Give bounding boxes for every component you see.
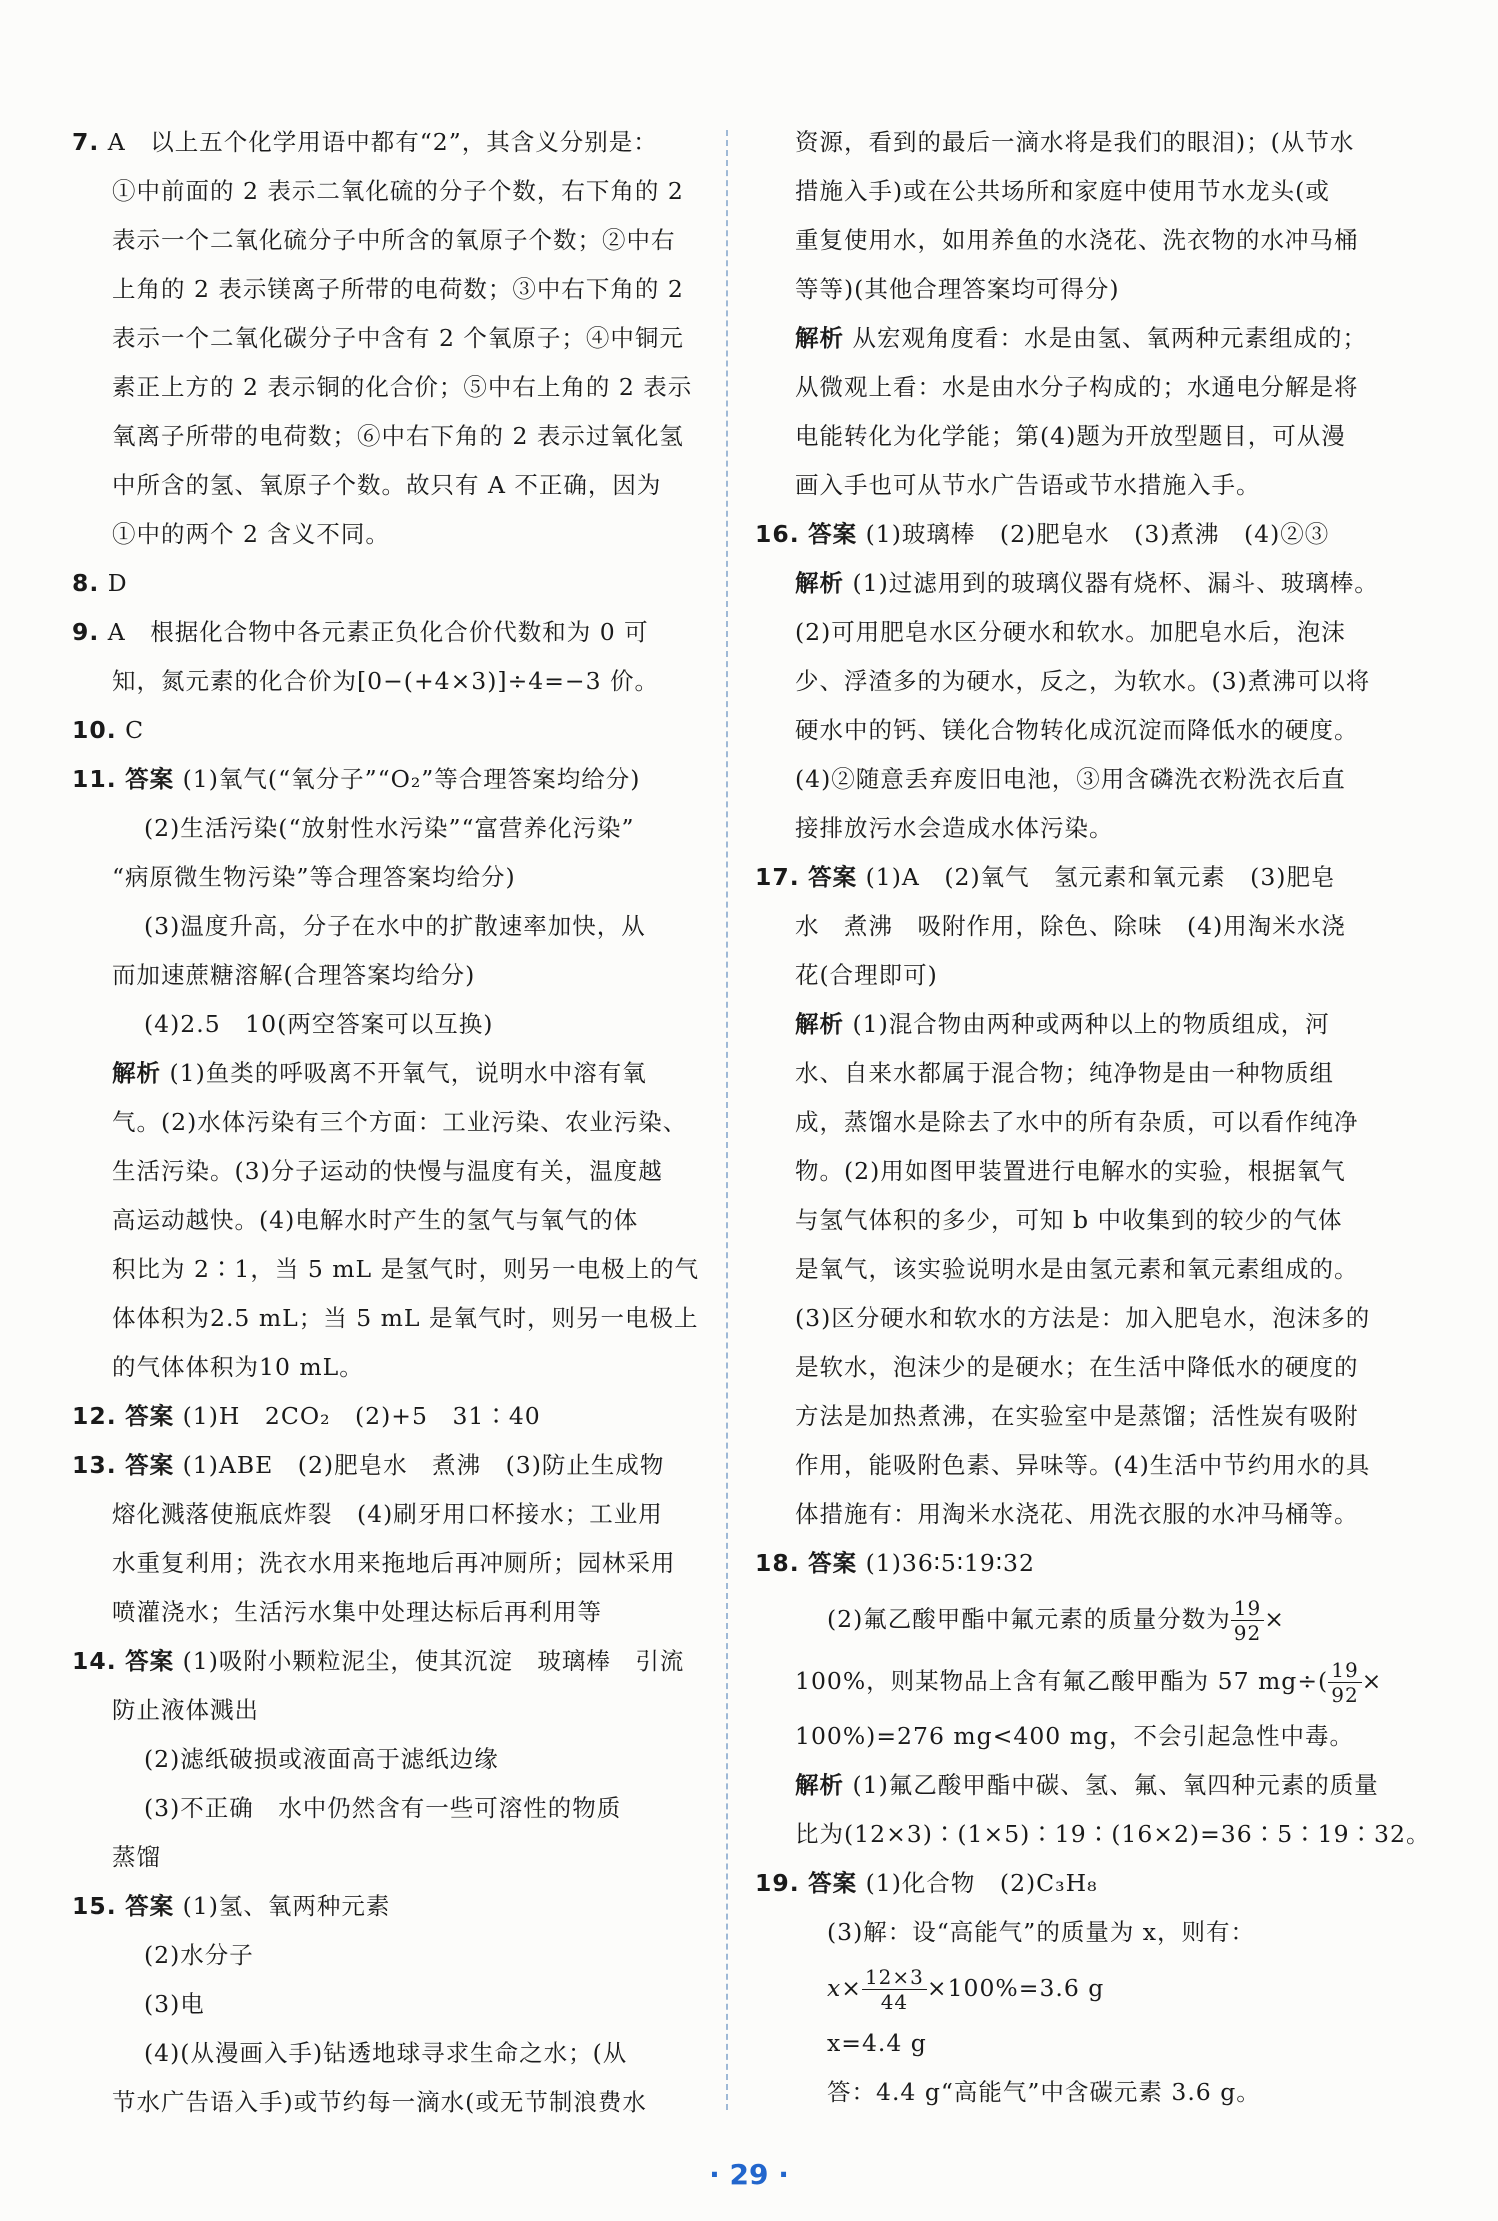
text-line [755,1490,1375,1539]
equation-text: x× [827,1974,862,2002]
text-line [755,853,1375,902]
line-text: (2)滤纸破损或液面高于滤纸边缘 [144,1745,499,1773]
text-line [755,1147,1375,1196]
text-line [755,1392,1375,1441]
text-line [72,804,712,853]
text-line [72,363,712,412]
text-line [72,951,712,1000]
q19-answer-3 [755,1908,1375,1957]
text-line [72,902,712,951]
text-line [72,1833,712,1882]
answer-text: (1)36∶5∶19∶32 [865,1549,1035,1577]
line-text: 的气体体积为10 mL。 [112,1353,364,1381]
answer-text: 答：4.4 g“高能气”中含碳元素 3.6 g。 [827,2078,1261,2106]
line-text: 表示一个二氧化硫分子中所含的氧原子个数；②中右 [112,226,676,254]
answer-tag: 答案 [808,1549,858,1577]
line-text: 是软水，泡沫少的是硬水；在生活中降低水的硬度的 [795,1353,1359,1381]
line-text: (4)(从漫画入手)钻透地球寻求生命之水；(从 [144,2039,628,2067]
q18-answer-line [755,1539,1375,1588]
line-text: (2)可用肥皂水区分硬水和软水。加肥皂水后，泡沫 [795,618,1346,646]
text-line [72,167,712,216]
line-text: 是氧气，该实验说明水是由氢元素和氧元素组成的。 [795,1255,1359,1283]
question-number: 19. [755,1869,800,1897]
answer-tag: 答案 [808,863,858,891]
line-text: 熔化溅落使瓶底炸裂 (4)刷牙用口杯接水；工业用 [112,1500,663,1528]
line-text: (1)ABE (2)肥皂水 煮沸 (3)防止生成物 [182,1451,665,1479]
q19-answer-line [755,1859,1375,1908]
line-text: (1)氢、氧两种元素 [182,1892,391,1920]
answer-tag: 答案 [125,1402,175,1430]
fraction [862,1965,927,2014]
text-line [72,1098,712,1147]
line-text: (1)混合物由两种或两种以上的物质组成，河 [852,1010,1330,1038]
line-text: 节水广告语入手)或节约每一滴水(或无节制浪费水 [112,2088,647,2116]
line-text: (2)生活污染(“放射性水污染”“富营养化污染” [144,814,635,842]
line-text: (1)吸附小颗粒泥尘，使其沉淀 玻璃棒 引流 [182,1647,685,1675]
line-text: 蒸馏 [112,1843,161,1871]
text-line [72,1049,712,1098]
text-line [72,314,712,363]
text-line [72,1686,712,1735]
text-line [755,510,1375,559]
line-text: 画入手也可从节水广告语或节水措施入手。 [795,471,1261,499]
line-text: 作用，能吸附色素、异味等。(4)生活中节约用水的具 [795,1451,1371,1479]
line-text: 方法是加热煮沸，在实验室中是蒸馏；活性炭有吸附 [795,1402,1359,1430]
question-number: 15. [72,1892,117,1920]
text-line [755,1000,1375,1049]
text-line [755,902,1375,951]
line-text: A 根据化合物中各元素正负化合价代数和为 0 可 [107,618,649,646]
answer-tag: 答案 [808,1869,858,1897]
text-line [72,1588,712,1637]
times-sign: × [1361,1667,1383,1695]
line-text: 硬水中的钙、镁化合物转化成沉淀而降低水的硬度。 [795,716,1359,744]
text-line [72,265,712,314]
text-line [72,1392,712,1441]
line-text: ①中前面的 2 表示二氧化硫的分子个数，右下角的 2 [112,177,684,205]
text-line [72,1000,712,1049]
text-line [755,1441,1375,1490]
question-number: 11. [72,765,117,793]
line-text: (1)鱼类的呼吸离不开氧气，说明水中溶有氧 [169,1059,647,1087]
line-text: 知，氮元素的化合价为[0−(+4×3)]÷4=−3 价。 [112,667,660,695]
line-text: (1)H 2CO₂ (2)+5 31∶40 [182,1402,541,1430]
q19-conclusion [755,2068,1375,2117]
denominator: 44 [880,1990,909,2014]
line-text: 防止液体溅出 [112,1696,259,1724]
q18-answer-2 [755,1588,1375,1650]
text-line [755,1245,1375,1294]
numerator: 12×3 [862,1965,927,1990]
line-text: 而加速蔗糖溶解(合理答案均给分) [112,961,476,989]
q18-analysis-1 [755,1761,1379,1810]
answer-tag: 答案 [125,765,175,793]
line-text: C [125,716,145,744]
line-text: ①中的两个 2 含义不同。 [112,520,390,548]
line-text: 高运动越快。(4)电解水时产生的氢气与氧气的体 [112,1206,639,1234]
q18-answer-2c [755,1712,1375,1761]
text-line [755,118,1375,167]
line-text: 接排放污水会造成水体污染。 [795,814,1114,842]
line-text: 表示一个二氧化碳分子中含有 2 个氧原子；④中铜元 [112,324,684,352]
answer-text: (3)解：设“高能气”的质量为 x，则有： [827,1918,1256,1946]
question-number: 17. [755,863,800,891]
line-text: 生活污染。(3)分子运动的快慢与温度有关，温度越 [112,1157,663,1185]
line-text: 中所含的氢、氧原子个数。故只有 A 不正确，因为 [112,471,662,499]
analysis-text: (1)氟乙酸甲酯中碳、氢、氟、氧四种元素的质量 [852,1771,1379,1799]
numerator: 19 [1328,1658,1361,1683]
equation-text: x=4.4 g [827,2029,927,2057]
answer-tag: 答案 [125,1892,175,1920]
fraction [1231,1596,1264,1645]
line-text: 措施入手)或在公共场所和家庭中使用节水龙头(或 [795,177,1330,205]
line-text: 素正上方的 2 表示铜的化合价；⑤中右上角的 2 表示 [112,373,693,401]
line-text: 成，蒸馏水是除去了水中的所有杂质，可以看作纯净 [795,1108,1359,1136]
right-lines [755,118,1379,1539]
text-line [755,216,1375,265]
text-line [72,608,712,657]
line-text: 花(合理即可) [795,961,938,989]
line-text: D [107,569,128,597]
answer-tag: 答案 [125,1451,175,1479]
line-text: 与氢气体积的多少，可知 b 中收集到的较少的气体 [795,1206,1343,1234]
text-line [72,1980,712,2029]
left-column [72,118,712,2127]
column-divider [726,130,728,2110]
text-line [755,1343,1375,1392]
numerator: 19 [1231,1596,1264,1621]
q18-answer-2b [755,1650,1383,1712]
line-text: (3)电 [144,1990,205,2018]
line-text: 从微观上看：水是由水分子构成的；水通电分解是将 [795,373,1359,401]
text-line [72,1539,712,1588]
text-line [72,1294,712,1343]
line-text: “病原微生物污染”等合理答案均给分) [112,863,516,891]
text-line [72,1441,712,1490]
question-number: 8. [72,569,100,597]
text-line [72,1147,712,1196]
text-line [72,1490,712,1539]
page-number: · 29 · [709,2158,789,2191]
text-line [755,412,1375,461]
answer-text: 100%，则某物品上含有氟乙酸甲酯为 57 mg÷( [795,1667,1329,1695]
line-text: 少、浮渣多的为硬水，反之，为软水。(3)煮沸可以将 [795,667,1371,695]
text-line [72,412,712,461]
text-line [72,510,712,559]
text-line [755,1196,1375,1245]
line-text: 积比为 2∶1，当 5 mL 是氢气时，则另一电极上的气 [112,1255,700,1283]
text-line [755,755,1375,804]
text-line [72,755,712,804]
text-line [755,461,1375,510]
q18-analysis-2 [755,1810,1431,1859]
line-text: (3)区分硬水和软水的方法是：加入肥皂水，泡沫多的 [795,1304,1371,1332]
line-text: 水 煮沸 吸附作用，除色、除味 (4)用淘米水浇 [795,912,1346,940]
analysis-text: 比为(12×3)∶(1×5)∶19∶(16×2)=36∶5∶19∶32。 [795,1820,1431,1848]
text-line [72,118,712,167]
analysis-tag: 解析 [795,1771,844,1799]
answer-tag: 答案 [125,1647,175,1675]
text-line [72,1735,712,1784]
text-line [755,951,1375,1000]
line-text: (1)过滤用到的玻璃仪器有烧杯、漏斗、玻璃棒。 [852,569,1379,597]
line-text: (2)水分子 [144,1941,254,1969]
text-line [755,314,1375,363]
text-line [72,1245,712,1294]
question-number: 9. [72,618,100,646]
page-number-value: 29 [729,2158,769,2191]
line-text: 气。(2)水体污染有三个方面：工业污染、农业污染、 [112,1108,688,1136]
text-line [72,2078,712,2127]
text-line [72,461,712,510]
answer-text: (1)化合物 (2)C₃H₈ [865,1869,1098,1897]
question-number: 12. [72,1402,117,1430]
equation-text: ×100%=3.6 g [926,1974,1105,2002]
text-line [755,804,1375,853]
line-text: A 以上五个化学用语中都有“2”，其含义分别是： [107,128,658,156]
line-text: (3)温度升高，分子在水中的扩散速率加快，从 [144,912,646,940]
question-number: 16. [755,520,800,548]
right-column [755,118,1431,2117]
text-line [72,2029,712,2078]
answer-text: 100%)=276 mg<400 mg，不会引起急性中毒。 [795,1722,1355,1750]
analysis-tag: 解析 [795,1010,844,1038]
text-line [72,1637,712,1686]
text-line [755,1294,1375,1343]
text-line [72,657,712,706]
denominator: 92 [1331,1683,1359,1707]
question-number: 7. [72,128,100,156]
analysis-tag: 解析 [795,569,844,597]
line-text: 电能转化为化学能；第(4)题为开放型题目，可从漫 [795,422,1346,450]
line-text: 喷灌浇水；生活污水集中处理达标后再利用等 [112,1598,602,1626]
analysis-tag: 解析 [112,1059,161,1087]
text-line [755,265,1375,314]
text-line [72,1196,712,1245]
answer-text: (2)氟乙酸甲酯中氟元素的质量分数为 [827,1605,1231,1633]
answer-tag: 答案 [808,520,858,548]
text-line [755,363,1375,412]
text-line [72,216,712,265]
line-text: (4)2.5 10(两空答案可以互换) [144,1010,494,1038]
line-text: (4)②随意丢弃废旧电池，③用含磷洗衣粉洗衣后直 [795,765,1346,793]
line-text: 物。(2)用如图甲装置进行电解水的实验，根据氧气 [795,1157,1346,1185]
line-text: (3)不正确 水中仍然含有一些可溶性的物质 [144,1794,622,1822]
question-number: 13. [72,1451,117,1479]
line-text: 资源，看到的最后一滴水将是我们的眼泪)；(从节水 [795,128,1355,156]
text-line [72,559,712,608]
text-line [72,1343,712,1392]
line-text: 水重复利用；洗衣水用来拖地后再冲厕所；园林采用 [112,1549,676,1577]
text-line [755,706,1375,755]
denominator: 92 [1233,1621,1262,1645]
line-text: 氧离子所带的电荷数；⑥中右下角的 2 表示过氧化氢 [112,422,684,450]
line-text: 水、自来水都属于混合物；纯净物是由一种物质组 [795,1059,1334,1087]
question-number: 14. [72,1647,117,1675]
line-text: 体体积为2.5 mL；当 5 mL 是氧气时，则另一电极上 [112,1304,699,1332]
line-text: 从宏观角度看：水是由氢、氧两种元素组成的； [852,324,1367,352]
text-line [72,853,712,902]
q19-x-value [755,2019,1375,2068]
line-text: 上角的 2 表示镁离子所带的电荷数；③中右下角的 2 [112,275,684,303]
analysis-tag: 解析 [795,324,844,352]
text-line [755,559,1379,608]
fraction [1328,1658,1361,1707]
text-line [755,167,1375,216]
text-line [755,1049,1375,1098]
text-line [72,1882,712,1931]
text-line [755,608,1375,657]
times-sign: × [1264,1605,1285,1633]
text-line [72,1931,712,1980]
question-number: 10. [72,716,117,744]
text-line [72,706,712,755]
line-text: 体措施有：用淘米水浇花、用洗衣服的水冲马桶等。 [795,1500,1359,1528]
line-text: (1)玻璃棒 (2)肥皂水 (3)煮沸 (4)②③ [865,520,1330,548]
line-text: 等等)(其他合理答案均可得分) [795,275,1120,303]
line-text: 重复使用水，如用养鱼的水浇花、洗衣物的水冲马桶 [795,226,1359,254]
line-text: (1)A (2)氧气 氢元素和氧元素 (3)肥皂 [865,863,1336,891]
text-line [755,1098,1375,1147]
text-line [755,657,1375,706]
text-line [72,1784,712,1833]
question-number: 18. [755,1549,800,1577]
q19-equation [755,1957,1375,2019]
line-text: (1)氧气(“氧分子”“O₂”等合理答案均给分) [182,765,641,793]
